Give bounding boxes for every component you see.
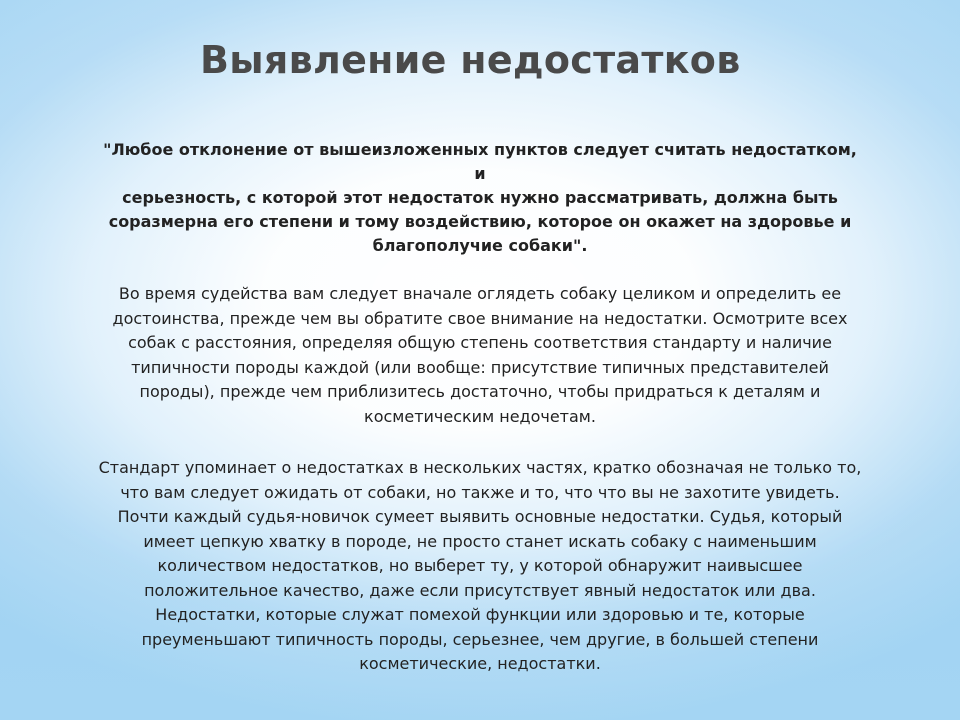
- slide-title: Выявление недостатков: [200, 38, 741, 82]
- slide-body: [60, 138, 900, 677]
- paragraph-2: Стандарт упоминает о недостатках в нескольких частях, кратко обозначая не только то, что вам следует ожидать от собаки, но также и то, что что вы не захотите увидеть. Почти каждый судья-новичок сумеет выявить основные недостатки. Судья, который имеет цепкую хватку в породе, не просто станет искать собаку с наименьшим количеством недостатков, но выберет ту, у которой обнаружит наивысшее положительное качество, даже если присутствует явный недостаток или два. Недостатки, которые служат помехой функции или здоровью и те, которые преуменьшают типичность породы, серьезнее, чем другие, в большей степени косметические, недостатки.: [98, 458, 862, 673]
- quote-text: "Любое отклонение от вышеизложенных пунктов следует считать недостатком, и серьезность, с которой этот недостаток нужно рассматривать, должна быть соразмерна его степени и тому воздействию, которое он окажет на здоровье и благополучие собаки".: [103, 140, 857, 255]
- paragraph-1: Во время судейства вам следует вначале оглядеть собаку целиком и определить ее достоинства, прежде чем вы обратите свое внимание на недостатки. Осмотрите всех собак с расстояния, определяя общую степень соответствия стандарту и наличие типичности породы каждой (или вообще: присутствие типичных представителей породы), прежде чем приблизитесь достаточно, чтобы придраться к деталям и косметическим недочетам.: [112, 284, 848, 426]
